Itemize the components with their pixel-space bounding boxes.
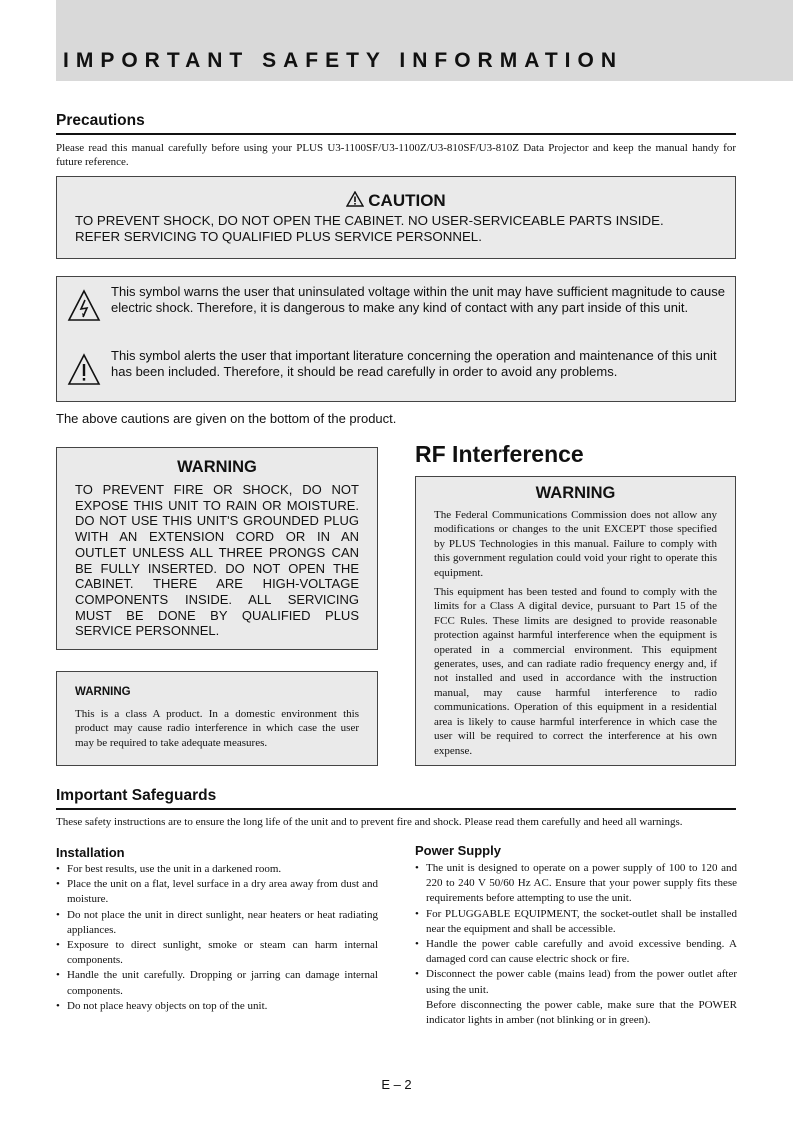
caution-box (56, 176, 736, 259)
list-item-continuation (415, 998, 737, 1028)
list-item-text: Handle the unit carefully. Dropping or jarring can damage internal components. (67, 969, 378, 997)
warning-fire-text: TO PREVENT FIRE OR SHOCK, DO NOT EXPOSE THIS UNIT TO RAIN OR MOISTURE. DO NOT USE THIS UNIT'S GROUNDED PLUG WITH AN EXTENSION CORD OR IN AN OUTLET UNLESS ALL THREE PRONGS CAN BE FULLY INSERTED. DO NOT OPEN THE CABINET. THERE ARE HIGH-VOLTAGE COMPONENTS INSIDE. ALL SERVICING MUST BE DONE BY QUALIFIED PLUS SERVICE PERSONNEL. (75, 482, 359, 639)
rf-paragraph-1: The Federal Communications Commission does not allow any modifications or changes to the unit EXCEPT those specified by PLUS Technologies in this manual. Failure to comply with this government regulation could void your right to operate this equipment. (434, 509, 717, 579)
list-item-text: Exposure to direct sunlight, smoke or steam can harm internal components. (67, 939, 378, 967)
bullet-dot: • (415, 862, 419, 874)
list-item (415, 937, 737, 967)
installation-list (56, 862, 378, 1014)
list-item (415, 907, 737, 937)
list-item (415, 967, 737, 997)
installation-heading: Installation (56, 845, 125, 860)
exclamation-triangle-icon (67, 353, 101, 387)
rf-warning-box (415, 476, 736, 766)
list-item-text: Handle the power cable carefully and avoid excessive bending. A damaged cord can cause electric shock or fire. (426, 938, 737, 966)
power-supply-heading: Power Supply (415, 843, 501, 858)
list-item (56, 999, 378, 1014)
bullet-dot: • (56, 908, 60, 921)
bullet-dot: • (56, 863, 60, 875)
caution-heading (75, 191, 717, 211)
power-supply-list (415, 861, 737, 1028)
bullet-dot: • (415, 907, 419, 920)
warning-classa-text: This is a class A product. In a domestic environment this product may cause radio interference in which case the user may be required to take adequate measures. (75, 708, 359, 749)
bullet-dot: • (56, 878, 60, 891)
precautions-intro: Please read this manual carefully before using your PLUS U3-1100SF/U3-1100Z/U3-810SF/U3-810Z Data Projector and keep the manual handy for future reference. (56, 142, 736, 169)
list-item (56, 968, 378, 998)
list-item (56, 908, 378, 938)
symbol-literature-text: This symbol alerts the user that important literature concerning the operation and maintenance of this unit has been included. Therefore, it should be read carefully in order to avoid any problems. (111, 348, 717, 379)
caution-line-1: TO PREVENT SHOCK, DO NOT OPEN THE CABINET. NO USER-SERVICEABLE PARTS INSIDE. (75, 213, 664, 228)
symbol-row-voltage (67, 284, 727, 334)
list-item-text: Disconnect the power cable (mains lead) from the power outlet after using the unit. (426, 968, 737, 996)
warning-triangle-icon (346, 191, 364, 207)
symbol-voltage-text: This symbol warns the user that uninsulated voltage within the unit may have sufficient magnitude to cause electric shock. Therefore, it is dangerous to make any kind of contact with any part inside of this unit. (111, 284, 725, 315)
safeguards-intro: These safety instructions are to ensure the long life of the unit and to prevent fire and shock. Please read them carefully and heed all warnings. (56, 816, 683, 828)
safeguards-heading: Important Safeguards (56, 787, 736, 810)
list-item-text: Place the unit on a flat, level surface in a dry area away from dust and moisture. (67, 878, 378, 906)
warning-classa-box (56, 671, 378, 766)
list-item-text: Do not place heavy objects on top of the unit. (67, 999, 268, 1012)
warning-classa-title: WARNING (75, 686, 131, 698)
bullet-dot: • (56, 969, 60, 982)
caution-line-2: REFER SERVICING TO QUALIFIED PLUS SERVICE PERSONNEL. (75, 229, 482, 244)
list-item-text: For PLUGGABLE EQUIPMENT, the socket-outlet shall be installed near the equipment and shall be accessible. (426, 907, 737, 935)
list-item (56, 862, 378, 877)
list-item-text: The unit is designed to operate on a power supply of 100 to 120 and 220 to 240 V 50/60 Hz AC. Ensure that your power supply fits these requirements before attempting to use the unit. (426, 862, 737, 905)
rf-warning-title: WARNING (535, 484, 616, 502)
bullet-dot: • (415, 938, 419, 951)
rf-paragraph-2: This equipment has been tested and found to comply with the limits for a Class A digital device, pursuant to Part 15 of the FCC Rules. These limits are designed to provide reasonable protection against harmful interference when the equipment is operated in a commercial environment. This equipment generates, uses, and can radiate radio frequency energy and, if not installed and used in accordance with the instruction manual, may cause harmful interference to radio communications. Operation of this equipment in a residential area is likely to cause harmful interference in which case the user will be required to correct the interference at his own expense. (434, 586, 717, 757)
bottom-note: The above cautions are given on the bottom of the product. (56, 411, 397, 426)
rf-heading: RF Interference (415, 441, 584, 467)
lightning-triangle-icon (67, 289, 101, 323)
list-item (415, 861, 737, 907)
caution-title: CAUTION (368, 191, 446, 210)
page-number: E – 2 (381, 1077, 412, 1092)
page-title: IMPORTANT SAFETY INFORMATION (63, 49, 623, 72)
power-continuation-text: Before disconnecting the power cable, make sure that the POWER indicator lights in amber (not blinking or in green). (426, 998, 737, 1027)
bullet-dot: • (56, 999, 60, 1012)
symbols-box (56, 276, 736, 402)
warning-fire-box (56, 447, 378, 650)
list-item-text: For best results, use the unit in a darkened room. (67, 863, 282, 875)
bullet-dot: • (415, 968, 419, 981)
list-item (56, 877, 378, 907)
list-item (56, 938, 378, 968)
bullet-dot: • (56, 939, 60, 952)
list-item-text: Do not place the unit in direct sunlight, near heaters or heat radiating appliances. (67, 908, 378, 936)
warning-fire-title: WARNING (177, 458, 257, 476)
symbol-row-literature (67, 348, 727, 398)
precautions-heading: Precautions (56, 112, 736, 135)
